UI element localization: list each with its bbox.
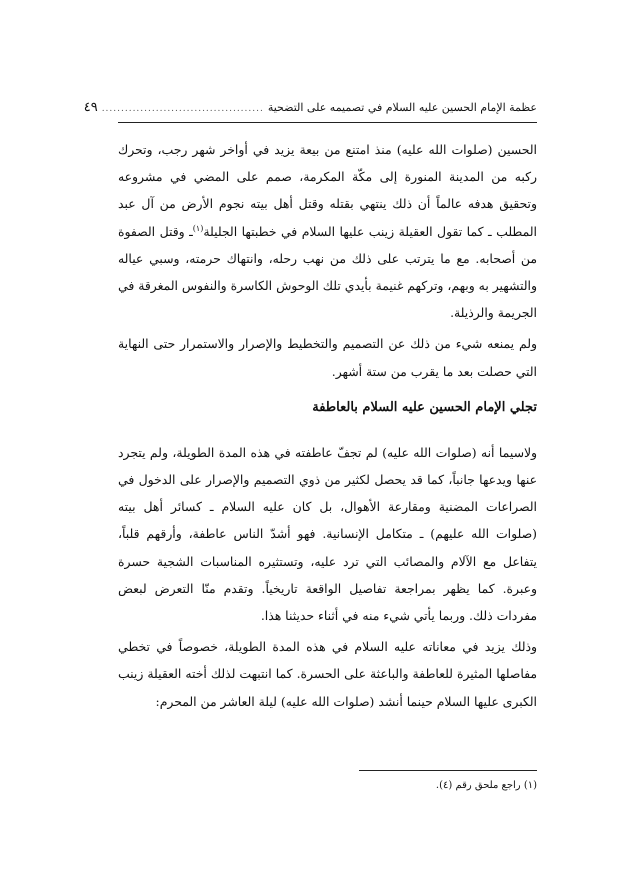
paragraph-text: الحسين (صلوات الله عليه) منذ امتنع من بيعة يزيد في أواخر شهر رجب، وتحرك ركبه من المدينة المنورة إلى مكّة المكرمة، صمم على المضي في مشروعه وتحقيق هدفه عالماً أن ذلك ينتهي بقتله وقتل أهل بيته نجوم الأرض من آل عبد المطلب ـ كما تقول العقيلة زينب عليها السلام في خطبتها الجليلة	[118, 142, 537, 239]
page-body	[118, 136, 537, 715]
paragraph-text: ـ وقتل الصفوة من أصحابه. مع ما يترتب على ذلك من نهب رحله، وانتهاك حرمته، وسبي عياله والتشهير به وبهم، وتركهم غنيمة بأيدي تلك الوحوش الكاسرة والنفوس المغرقة في الجريمة والرذيلة.	[118, 223, 537, 321]
body-paragraph-2: ولم يمنعه شيء من ذلك عن التصميم والتخطيط والإصرار والاستمرار حتى النهاية التي حصلت بعد ما يقرب من ستة أشهر.	[118, 336, 537, 379]
body-paragraph-1	[118, 136, 537, 326]
footnote: (١) راجع ملحق رقم (٤).	[435, 780, 537, 791]
header-divider	[118, 122, 537, 123]
header-dot-leader: ..........................................	[101, 104, 264, 114]
section-heading: تجلي الإمام الحسين عليه السلام بالعاطفة	[312, 399, 537, 415]
running-header	[83, 100, 537, 120]
section-paragraph-1: ولاسيما أنه (صلوات الله عليه) لم تجفّ عاطفته في هذه المدة الطويلة، ولم يتجرد عنها ويدعها جانباً، كما قد يحصل لكثير من ذوي التصميم والإصرار على الدخول في الصراعات المضنية ومقارعة الأهوال، بل كان عليه السلام ـ كسائر أهل بيته (صلوات الله عليهم) ـ متكامل الإنسانية. فهو أشدّ الناس عاطفة، وأرقهم قلباً، يتفاعل مع الآلام والمصائب التي ترد عليه، وتستثيره المناسبات الشجية حسرة وعبرة. كما يظهر بمراجعة تفاصيل الواقعة تاريخياً. وتقدم منّا التعرض لبعض مفردات ذلك. وربما يأتي شيء منه في أثناء حديثنا هذا.	[118, 444, 537, 624]
section-paragraph-2: وذلك يزيد في معاناته عليه السلام في هذه المدة الطويلة، خصوصاً في تخطي مفاصلها المثيرة للعاطفة والباعثة على الحسرة. كما انتبهت لذلك أخته العقيلة زينب الكبرى عليها السلام حينما أنشد (صلوات الله عليه) ليلة العاشر من المحرم:	[118, 639, 537, 709]
page-number: ٤٩	[83, 100, 98, 115]
footnote-divider	[359, 770, 537, 771]
footnote-reference[interactable]: (١)	[192, 223, 204, 233]
header-title: عظمة الإمام الحسين عليه السلام في تصميمه على التضحية	[267, 101, 537, 114]
